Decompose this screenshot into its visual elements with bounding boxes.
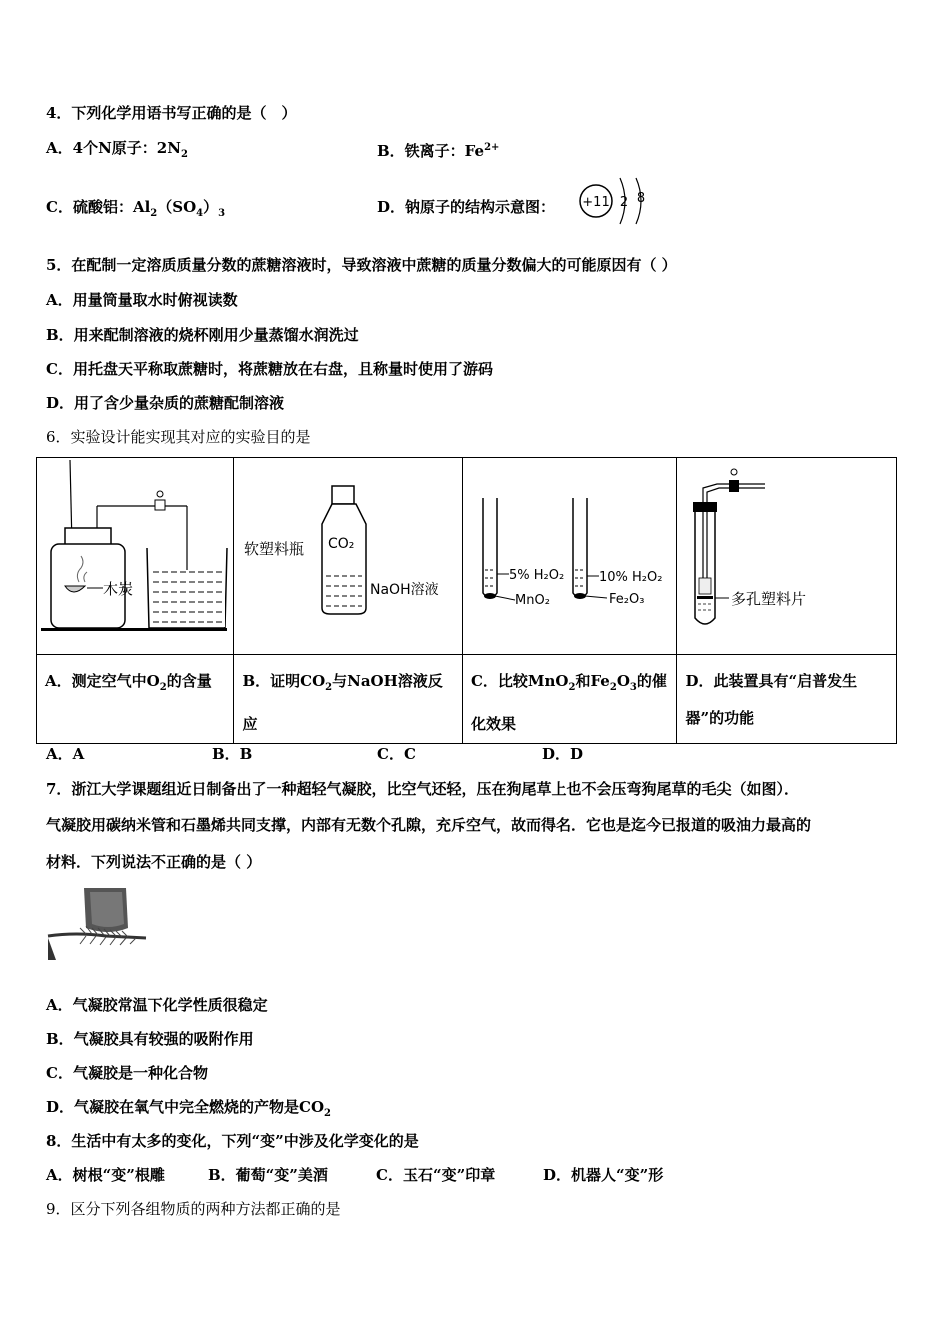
test-tube-right <box>573 498 587 598</box>
fig-b-liquid-label: NaOH溶液 <box>370 582 440 598</box>
q4-option-c: C．硫酸铝：$Al_2(SO_4)_3$ <box>46 198 226 219</box>
shell-2-count: 8 <box>636 191 646 206</box>
porous-plate <box>697 596 713 599</box>
fig-d-plate-label: 多孔塑料片 <box>731 590 807 608</box>
q5-option-c: C．用托盘天平称取蔗糖时，将蔗糖放在右盘，且称量时使用了游码 <box>46 360 493 378</box>
plastic-bottle <box>322 504 366 614</box>
fig-c-right-liquid: 10% H₂O₂ <box>598 570 663 585</box>
fig-c-cell <box>462 458 676 655</box>
shell-1-count: 2 <box>619 195 629 210</box>
caption-d: D．此装置具有“启普发生器”的功能 <box>677 655 897 744</box>
q8-stem: 8．生活中有太多的变化，下列“变”中涉及化学变化的是 <box>46 1132 419 1150</box>
fig-d-apparatus <box>677 458 895 654</box>
q6-experiment-table <box>36 457 897 744</box>
caption-c: C．比较MnO$_2$和$Fe_2O_3$的催化效果 <box>462 655 676 744</box>
q5-option-d: D．用了含少量杂质的蔗糖配制溶液 <box>46 394 285 412</box>
q6-option-c: C．C <box>377 745 416 763</box>
clamp <box>155 500 165 510</box>
q8-option-b: B．葡萄“变”美酒 <box>208 1166 328 1184</box>
fig-c-apparatus <box>463 458 676 654</box>
left-solid <box>484 593 496 599</box>
fig-a-apparatus <box>37 458 233 654</box>
q4-stem: 4．下列化学用语书写正确的是（ ） <box>46 104 297 122</box>
rubber-stopper <box>693 502 717 512</box>
q7-option-a: A．气凝胶常温下化学性质很稳定 <box>46 996 268 1014</box>
q7-stem-line2: 气凝胶用碳纳米管和石墨烯共同支撑，内部有无数个孔隙，充斥空气，故而得名．它也是迄今已报道的吸油力最高的 <box>46 816 812 834</box>
q6-option-d: D．D <box>542 745 584 763</box>
fig-a-cell <box>37 458 234 655</box>
q5-option-b: B．用来配制溶液的烧杯刚用少量蒸馏水润洗过 <box>46 326 359 344</box>
fig-b-bottle-label: 软塑料瓶 <box>244 540 305 558</box>
q7-option-c: C．气凝胶是一种化合物 <box>46 1064 208 1082</box>
q8-option-a: A．树根“变”根雕 <box>46 1166 165 1184</box>
q6-option-b: B．B <box>212 745 253 763</box>
q6-stem: 6．实验设计能实现其对应的实验目的是 <box>46 428 311 446</box>
fig-d-cell <box>677 458 897 655</box>
q5-option-a: A．用量筒量取水时俯视读数 <box>46 291 238 309</box>
test-tube-left <box>483 498 497 598</box>
fig-b-gas-label: CO₂ <box>328 536 355 552</box>
fig-b-apparatus <box>234 458 461 654</box>
fig-c-left-solid: MnO₂ <box>514 593 550 608</box>
aerogel-photo <box>46 884 151 962</box>
q7-stem-line1: 7．浙江大学课题组近日制备出了一种超轻气凝胶，比空气还轻，压在狗尾草上也不会压弯狗尾草的毛尖（如图）． <box>46 780 799 798</box>
q7-stem-line3: 材料．下列说法不正确的是（ ） <box>46 853 262 871</box>
caption-a: A．测定空气中$O_2$的含量 <box>37 655 234 744</box>
fig-b-cell <box>234 458 463 655</box>
q7-option-d: D．气凝胶在氧气中完全燃烧的产物是$CO_2$ <box>46 1098 331 1119</box>
q6-option-a: A．A <box>46 745 85 763</box>
bottle-cap <box>332 486 354 504</box>
base-plate <box>41 628 227 631</box>
beaker-water <box>150 570 225 627</box>
fig-c-right-solid: Fe₂O₃ <box>608 592 645 607</box>
q4-option-a: A．4个N原子：$2N_2$ <box>46 139 188 160</box>
caption-b: B．证明$CO_2$与NaOH溶液反应 <box>234 655 463 744</box>
q8-option-c: C．玉石“变”印章 <box>376 1166 496 1184</box>
outer-tube <box>695 508 715 624</box>
q7-option-b: B．气凝胶具有较强的吸附作用 <box>46 1030 254 1048</box>
fig-c-left-liquid: 5% H₂O₂ <box>508 568 565 583</box>
q9-stem: 9．区分下列各组物质的两种方法都正确的是 <box>46 1200 341 1218</box>
nucleus-charge: +11 <box>582 195 610 210</box>
q8-option-d: D．机器人“变”形 <box>543 1166 664 1184</box>
spring-clamp <box>729 480 739 492</box>
right-solid <box>574 593 586 599</box>
q4-option-b: B．铁离子：$Fe^{2+}$ <box>377 142 500 160</box>
fig-a-charcoal-label: 木炭 <box>103 580 134 598</box>
q4-option-d: D．钠原子的结构示意图： <box>377 198 556 216</box>
q5-stem: 5．在配制一定溶质质量分数的蔗糖溶液时，导致溶液中蔗糖的质量分数偏大的可能原因有（ ） <box>46 256 677 274</box>
sodium-atom-diagram <box>574 172 654 232</box>
